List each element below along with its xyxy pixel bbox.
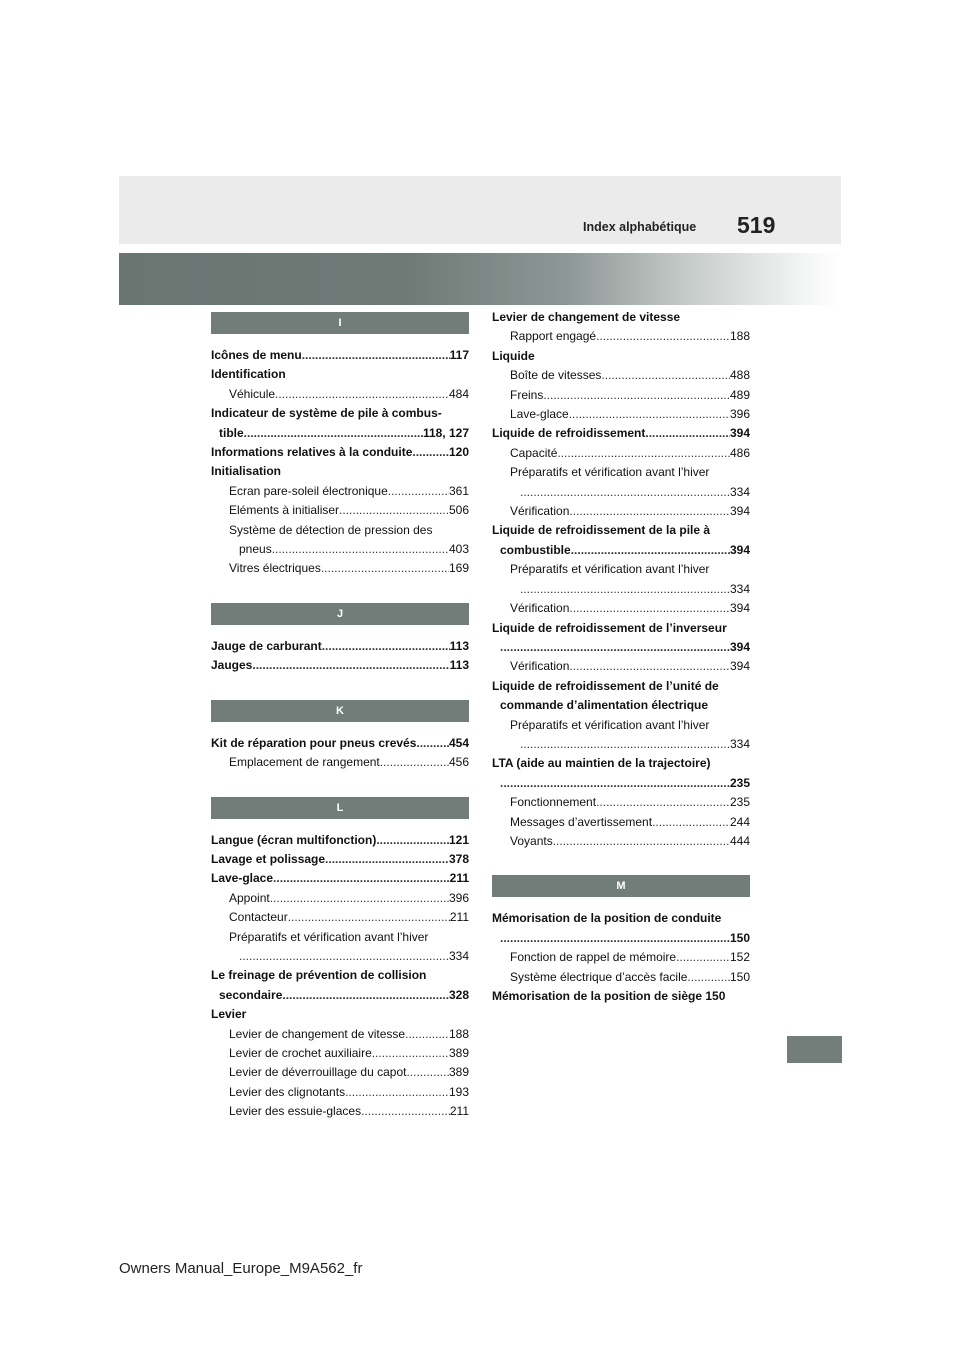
dot-leader [500,774,730,793]
index-subentry [492,405,750,424]
entry-text: Levier de crochet auxiliaire [229,1045,372,1060]
entry-text: Eléments à initialiser [229,503,340,518]
dot-leader [569,502,730,521]
dot-leader [520,735,730,754]
page-reference: 456 [448,755,469,770]
page-reference: 169 [448,561,469,576]
page-reference: 150 [729,969,750,984]
index-entry [492,677,750,696]
entry-text: Appoint [229,890,270,905]
index-subentry [211,559,469,578]
page-reference: 113 [449,658,469,673]
dot-leader [288,908,450,927]
dot-leader [500,638,730,657]
index-subentry [492,560,750,579]
page-reference: 193 [448,1084,469,1099]
entry-text: Ecran pare-soleil électronique [229,483,388,498]
index-subentry [211,889,469,908]
entry-text: Liquide de refroidissement [492,426,646,441]
index-entry [211,346,469,365]
dot-leader [569,657,730,676]
entry-text: Voyants [510,833,553,848]
dot-leader [553,832,730,851]
index-subentry [211,1102,469,1121]
header-band [119,176,841,244]
index-subentry [211,1063,469,1082]
index-column-left [211,308,469,1122]
page-reference: 334 [448,948,469,963]
entry-text: Informations relatives à la conduite [211,445,413,460]
entry-text: Levier [211,1007,247,1022]
dot-leader [543,386,730,405]
thumb-index-tab [787,1036,842,1063]
page-reference: 396 [448,890,469,905]
index-subentry [492,735,750,754]
index-entry [211,424,469,443]
page-reference: 454 [448,735,469,750]
index-entry [211,850,469,869]
entry-text: Vérification [510,659,570,674]
dot-leader [376,831,449,850]
header-gradient-bar [119,253,841,305]
index-entry [492,638,750,657]
index-entry [492,521,750,540]
index-column-right [492,308,750,1006]
entry-text: Kit de réparation pour pneus crevés [211,735,417,750]
dot-leader [272,540,449,559]
index-entry [492,909,750,928]
entry-text: Liquide de refroidissement de la pile à [492,523,711,538]
entry-text: Liquide de refroidissement de l’unité de [492,678,719,693]
entry-text: Levier de changement de vitesse [492,310,681,324]
entry-text: Véhicule [229,386,276,401]
entry-text: Boîte de vitesses [510,368,602,383]
entry-text: Vitres électriques [229,561,321,576]
page-reference: 484 [448,386,469,401]
index-subentry [211,1083,469,1102]
index-entry [492,308,750,327]
entry-text: Freins [510,387,544,402]
entry-text: Mémorisation de la position de conduite [492,911,722,926]
index-subentry [211,540,469,559]
index-entry [211,443,469,462]
page-reference: 150 [729,930,750,945]
dot-leader [388,482,449,501]
letter-section-band: J [211,603,469,625]
page-reference: 506 [448,503,469,518]
letter-section-band: I [211,312,469,334]
dot-leader [339,501,449,520]
page-reference: 244 [729,814,750,829]
page-reference: 188 [729,329,750,344]
index-entry [211,656,469,675]
page-reference: 334 [729,736,750,751]
section-spacer [211,579,469,599]
dot-leader [345,1083,449,1102]
entry-text: Icônes de menu [211,348,302,362]
entry-text: Levier de déverrouillage du capot [229,1065,407,1080]
letter-section-band: K [211,700,469,722]
section-spacer [492,851,750,871]
entry-text: Levier des essuie-glaces [229,1104,362,1119]
page-reference: 403 [448,542,469,557]
dot-leader [380,753,449,772]
section-spacer [211,676,469,696]
page-reference: 486 [729,445,750,460]
page-reference: 394 [729,601,750,616]
entry-text: tible [219,425,244,440]
dot-leader [557,444,730,463]
dot-leader [596,327,730,346]
page-reference: 211 [449,910,469,925]
index-entry [211,404,469,423]
dot-leader [239,947,449,966]
entry-text: Identification [211,367,286,382]
entry-text: Liquide de refroidissement de l’inverseur [492,620,727,635]
page-reference: 328 [448,987,469,1002]
index-entry [211,986,469,1005]
dot-leader [652,813,730,832]
dot-leader [571,541,730,560]
index-subentry [492,599,750,618]
page-reference: 394 [729,659,750,674]
entry-text: Fonction de rappel de mémoire [510,950,677,965]
dot-leader [302,346,450,365]
page-reference: 211 [449,1104,469,1119]
dot-leader [275,385,449,404]
page-reference: 235 [729,775,750,790]
entry-text: Mémorisation de la position de siège 150 [492,989,726,1003]
index-entry [211,966,469,985]
index-subentry [211,501,469,520]
entry-text: Emplacement de rangement [229,755,380,770]
index-entry [492,541,750,560]
index-entry [211,365,469,384]
entry-text: Initialisation [211,464,282,479]
entry-text: Liquide [492,348,535,363]
section-spacer [211,773,469,793]
entry-text: Vérification [510,504,570,519]
index-entry [211,462,469,481]
letter-section-band: M [492,875,750,897]
index-subentry [211,1044,469,1063]
entry-text: Jauges [211,658,253,673]
index-subentry [492,463,750,482]
page-reference: 211 [449,871,469,886]
entry-text: Indicateur de système de pile à combus- [211,406,442,421]
page-reference: 113 [449,638,469,653]
entry-text: Système électrique d’accès facile [510,969,688,984]
index-entry [492,754,750,773]
index-entry [211,831,469,850]
index-subentry [211,908,469,927]
entry-text: Messages d’avertissement [510,814,653,829]
dot-leader [645,424,730,443]
section-title: Index alphabétique [583,220,697,234]
entry-text: pneus [239,542,272,557]
index-subentry [492,327,750,346]
page-reference: 120 [448,445,469,460]
entry-text: Lave-glace [211,871,274,886]
index-subentry [492,580,750,599]
entry-text: Langue (écran multifonction) [211,832,377,847]
page-reference: 117 [449,348,469,362]
index-entry [492,929,750,948]
entry-text: Préparatifs et vérification avant l’hiver [510,717,710,732]
page-reference: 334 [729,484,750,499]
index-subentry [492,968,750,987]
index-entry [492,619,750,638]
page-reference: 396 [729,407,750,422]
dot-leader [325,850,449,869]
entry-text: commande d’alimentation électrique [500,698,709,713]
index-subentry [492,948,750,967]
dot-leader [687,968,730,987]
dot-leader [406,1063,449,1082]
entry-text: Rapport engagé [510,329,597,344]
page-reference: 121 [448,832,469,847]
entry-text: Jauge de carburant [211,638,322,653]
dot-leader [321,559,449,578]
dot-leader [569,405,730,424]
dot-leader [676,948,730,967]
page-reference: 389 [448,1065,469,1080]
index-entry [492,774,750,793]
page-reference: 361 [448,483,469,498]
dot-leader [273,869,450,888]
index-subentry [211,1025,469,1044]
page-reference: 394 [729,504,750,519]
page-reference: 489 [729,387,750,402]
index-subentry [211,482,469,501]
index-entry [492,696,750,715]
index-subentry [211,521,469,540]
index-subentry [211,385,469,404]
entry-text: Système de détection de pression des [229,522,433,537]
page-reference: 394 [729,426,750,441]
dot-leader [405,1025,449,1044]
page-reference: 235 [729,795,750,810]
dot-leader [244,424,423,443]
dot-leader [322,637,450,656]
entry-text: combustible [500,542,571,557]
index-entry [492,347,750,366]
page-reference: 118, 127 [422,425,469,440]
page-reference: 394 [729,542,750,557]
index-subentry [492,386,750,405]
index-subentry [492,657,750,676]
entry-text: Lave-glace [510,407,569,422]
dot-leader [569,599,730,618]
entry-text: Levier des clignotants [229,1084,346,1099]
index-entry [211,869,469,888]
entry-text: Fonctionnement [510,795,597,810]
dot-leader [361,1102,450,1121]
dot-leader [412,443,449,462]
entry-text: secondaire [219,987,283,1002]
index-entry [492,424,750,443]
dot-leader [416,734,449,753]
letter-section-band: L [211,797,469,819]
page-reference: 394 [729,639,750,654]
entry-text: Vérification [510,601,570,616]
page-reference: 444 [729,833,750,848]
footer-manual-id: Owners Manual_Europe_M9A562_fr [119,1260,363,1277]
index-entry [492,987,750,1006]
index-subentry [492,366,750,385]
entry-text: Préparatifs et vérification avant l’hiver [229,929,429,944]
dot-leader [372,1044,449,1063]
entry-text: LTA (aide au maintien de la trajectoire) [492,756,711,771]
dot-leader [270,889,449,908]
index-entry [211,734,469,753]
entry-text: Le freinage de prévention de collision [211,968,427,983]
dot-leader [520,483,730,502]
dot-leader [596,793,730,812]
index-subentry [211,947,469,966]
page-reference: 188 [448,1026,469,1041]
entry-text: Lavage et polissage [211,851,326,866]
index-subentry [211,753,469,772]
entry-text: Préparatifs et vérification avant l’hiver [510,465,710,480]
index-subentry [492,832,750,851]
dot-leader [520,580,730,599]
index-subentry [492,444,750,463]
entry-text: Levier de changement de vitesse [229,1026,406,1041]
index-subentry [492,483,750,502]
page-reference: 488 [729,368,750,383]
index-entry [211,637,469,656]
entry-text: Préparatifs et vérification avant l’hiver [510,562,710,577]
index-entry [211,1005,469,1024]
dot-leader [282,986,449,1005]
page-reference: 152 [729,950,750,965]
dot-leader [500,929,730,948]
index-subentry [492,716,750,735]
index-subentry [492,813,750,832]
dot-leader [252,656,449,675]
page-reference: 378 [448,851,469,866]
page-reference: 389 [448,1045,469,1060]
page-reference: 334 [729,581,750,596]
index-subentry [492,793,750,812]
entry-text: Capacité [510,445,558,460]
index-subentry [211,928,469,947]
index-subentry [492,502,750,521]
page-number: 519 [737,212,776,238]
entry-text: Contacteur [229,910,288,925]
dot-leader [601,366,730,385]
